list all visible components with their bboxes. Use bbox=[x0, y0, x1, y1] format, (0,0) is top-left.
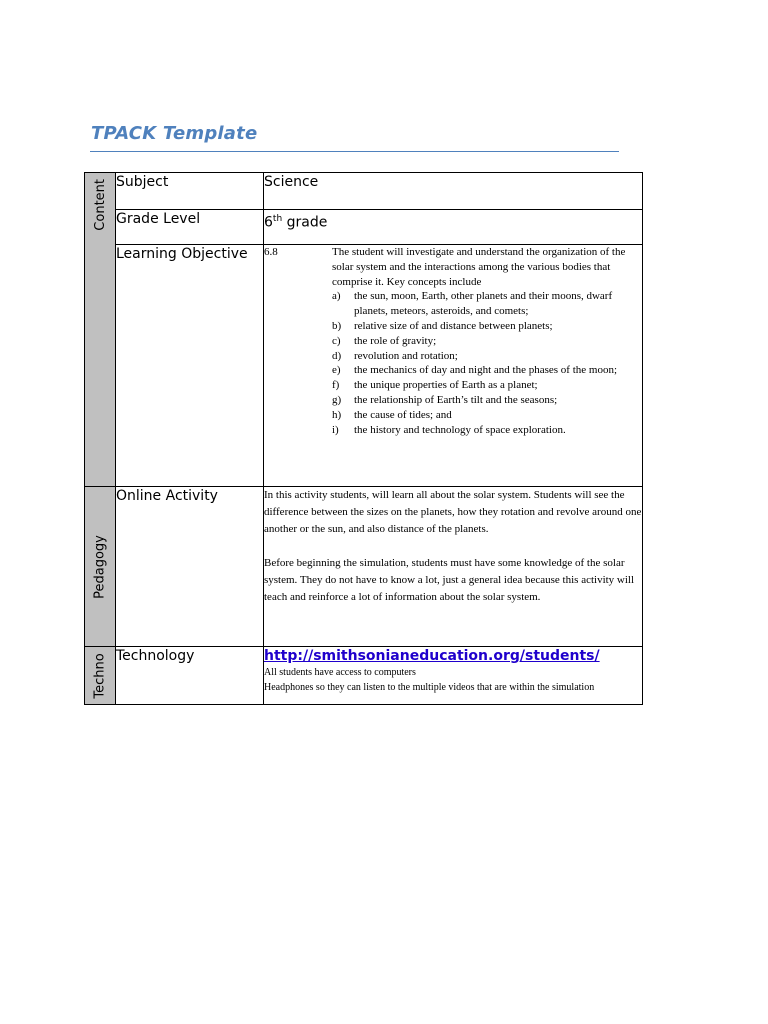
table-row-grade bbox=[85, 210, 643, 245]
tpack-table bbox=[84, 172, 643, 705]
grade-number: 6 bbox=[264, 214, 273, 231]
row-label-objective: Learning Objective bbox=[116, 245, 264, 487]
section-tab-content bbox=[85, 173, 116, 487]
row-label-activity: Online Activity bbox=[116, 487, 264, 647]
row-value-activity bbox=[264, 487, 643, 647]
document-title: TPACK Template bbox=[91, 123, 258, 144]
technology-line-1: All students have access to computers bbox=[264, 667, 416, 678]
grade-suffix: grade bbox=[282, 214, 328, 231]
row-value-grade bbox=[264, 210, 643, 245]
table-row-technology bbox=[85, 647, 643, 705]
row-value-technology bbox=[264, 647, 643, 705]
list-item: b) relative size of and distance between planets; bbox=[332, 319, 553, 332]
section-tab-pedagogy bbox=[85, 487, 116, 647]
row-label-technology: Technology bbox=[116, 647, 264, 705]
list-item: h) the cause of tides; and bbox=[332, 408, 452, 421]
technology-line-2: Headphones so they can listen to the multiple videos that are within the simulation bbox=[264, 682, 595, 693]
row-value-subject: Science bbox=[264, 173, 643, 210]
section-tab-technology bbox=[85, 647, 116, 705]
section-label-content: Content bbox=[93, 179, 108, 231]
activity-paragraph-2: Before beginning the simulation, students must have some knowledge of the solar system. They do not have to know a lot, just a general idea because this activity will teach and reinforce a lot of information about the solar system. bbox=[264, 557, 635, 603]
list-item: g) the relationship of Earth’s tilt and the seasons; bbox=[332, 393, 558, 406]
list-item: d) revolution and rotation; bbox=[332, 349, 458, 362]
list-item: e) the mechanics of day and night and the phases of the moon; bbox=[332, 364, 618, 377]
objective-intro: The student will investigate and understand the organization of the solar system and the interactions among the various bodies that comprise it. Key concepts include bbox=[332, 246, 626, 288]
table-row-subject bbox=[85, 173, 643, 210]
grade-superscript: th bbox=[272, 214, 283, 224]
list-item: i) the history and technology of space exploration. bbox=[332, 423, 566, 436]
section-label-technology: Techno bbox=[92, 652, 108, 699]
list-item: a) the sun, moon, Earth, other planets and their moons, dwarf planets, meteors, asteroids, and comets; bbox=[332, 290, 613, 318]
row-value-objective bbox=[264, 245, 643, 487]
objective-number: 6.8 bbox=[264, 246, 278, 258]
list-item: f) the unique properties of Earth as a planet; bbox=[332, 379, 538, 392]
objective-list bbox=[332, 289, 642, 437]
list-item: c) the role of gravity; bbox=[332, 334, 437, 347]
table-row-activity bbox=[85, 487, 643, 647]
activity-paragraph-1: In this activity students, will learn all about the solar system. Students will see the difference between the sizes on the planets, how they rotation and revolve around one another or the sun, and also distance of the planets. bbox=[264, 489, 642, 535]
section-label-pedagogy: Pedagogy bbox=[92, 534, 108, 599]
smithsonian-link[interactable]: http://smithsonianeducation.org/students/ bbox=[264, 648, 600, 664]
row-label-grade: Grade Level bbox=[116, 210, 264, 245]
title-underline bbox=[90, 151, 619, 152]
table-row-objective bbox=[85, 245, 643, 487]
row-label-subject: Subject bbox=[116, 173, 264, 210]
